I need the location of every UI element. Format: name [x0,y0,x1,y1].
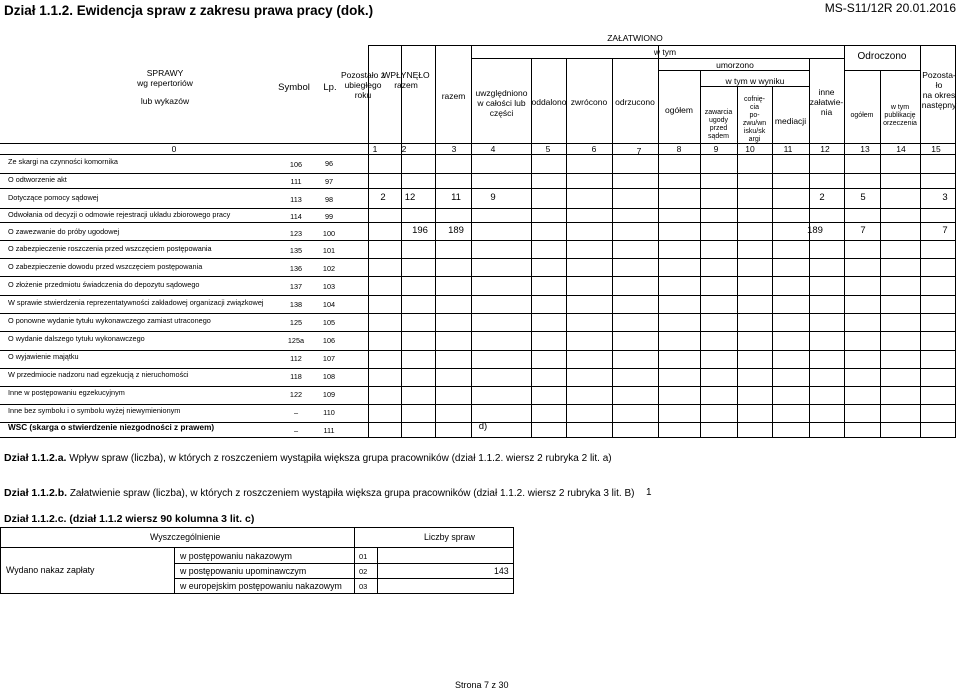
row-lp: 106 [322,336,336,345]
small-table-row-label: w postępowaniu upominawczym [180,566,307,576]
cell-value: 189 [448,225,464,236]
header-lp: Lp. [323,82,337,93]
col-num-2: 2 [401,144,407,154]
header-umorzono-ogolem: ogółem [665,105,693,115]
col-num-7: 7 [636,146,642,156]
row-label: Ze skargi na czynności komornika [8,157,118,166]
row-label: O złożenie przedmiotu świadczenia do depozytu sądowego [8,280,200,289]
row-label: O ponowne wydanie tytułu wykonawczego zamiast utraconego [8,316,211,325]
header-pozostalo-nastepny: Pozosta- ło na okres następny [921,70,957,110]
row-symbol: 112 [290,354,302,363]
cell-value: 5 [860,192,866,203]
row-symbol: 111 [290,177,302,186]
row-label: WSC (skarga o stwierdzenie niezgodności z prawem) [8,423,215,432]
col-num-11: 11 [783,144,793,154]
cell-value: 12 [404,192,416,203]
col-num-9: 9 [713,144,719,154]
col-num-3: 3 [451,144,457,154]
small-table-row-label: w europejskim postępowaniu nakazowym [180,581,342,591]
row-symbol: 125 [289,318,303,327]
header-odroczono: Odroczono [857,51,907,62]
header-uwzglednione: uwzględniono w całości lub części [475,88,528,118]
header-w-tym: w tym [653,47,677,57]
row-label: Inne bez symbolu i o symbolu wyżej niewymienionym [8,406,181,415]
row-label: O zawezwanie do próby ugodowej [8,227,120,236]
row-symbol: – [293,426,299,435]
row-label: O wyjawienie majątku [8,352,79,361]
cell-value: 2 [380,192,386,203]
row-label: O zabezpieczenie dowodu przed wszczęciem postępowania [8,262,203,271]
cell-value: d) [478,421,488,432]
cell-value: 9 [490,192,496,203]
row-lp: 102 [322,264,336,273]
header-odroczono-ogolem: ogółem [850,112,874,119]
row-label: Dotyczące pomocy sądowej [8,193,99,202]
row-label: O zabezpieczenie roszczenia przed wszczęciem postępowania [8,244,212,253]
row-label: W przedmiocie nadzoru nad egzekucją z nieruchomości [8,370,189,379]
row-lp: 107 [322,354,336,363]
section-a: Dział 1.1.2.a. Wpływ spraw (liczba), w których z roszczeniem wystąpiła większa grupa pracowników (dział 1.1.2. wiersz 2 rubryka 2 lit. a) [4,452,612,464]
header-odrzucono: odrzucono [615,97,655,107]
page-title: Dział 1.1.2. Ewidencja spraw z zakresu prawa pracy (dok.) [4,3,374,18]
small-table-row-value: 143 [494,566,509,576]
cell-value: 189 [807,225,823,236]
cell-value: 11 [451,192,461,203]
row-lp: 109 [322,390,336,399]
row-symbol: 138 [289,300,303,309]
row-lp: 99 [324,212,334,221]
section-b-value: 1 [646,487,652,498]
col-num-1: 1 [372,144,378,154]
col-num-0: 0 [171,144,177,154]
row-label: O odtworzenie akt [8,175,67,184]
cell-value: 196 [412,225,428,236]
col-num-13: 13 [860,144,870,154]
row-label: W sprawie stwierdzenia reprezentatywności zakładowej organizacji związkowej [8,298,264,307]
col-num-12: 12 [820,144,830,154]
page-footer: Strona 7 z 30 [455,680,509,690]
row-lp: 97 [324,177,334,186]
small-table-header-2: Liczby spraw [424,532,475,542]
cell-value: 3 [942,192,948,203]
header-w-tym-w-wyniku: w tym w wyniku [725,76,785,86]
col-num-14: 14 [896,144,906,154]
cell-value: 7 [860,225,866,236]
row-lp: 108 [322,372,336,381]
header-mediacji: mediacji [774,116,807,126]
header-sprawy: SPRAWY wg repertoriów lub wykazów [137,68,193,106]
header-zalatwiono: ZAŁATWIONO [607,33,663,43]
header-oddalono: oddalono [531,97,567,107]
section-c: Dział 1.1.2.c. (dział 1.1.2 wiersz 90 kolumna 3 lit. c) [4,513,255,525]
header-pozostalo: Pozostało z ubiegłego roku [341,70,385,100]
header-cofniecia: cofnię- cia po- zwu/wn isku/sk argi [742,96,767,143]
header-umorzono: umorzono [716,60,754,70]
row-lp: 110 [323,408,335,417]
cell-value: 2 [819,192,825,203]
row-symbol: 114 [290,212,302,221]
col-num-15: 15 [931,144,941,154]
row-lp: 103 [322,282,336,291]
col-num-4: 4 [490,144,496,154]
row-symbol: 106 [289,160,303,169]
row-lp: 96 [324,159,334,168]
row-symbol: 137 [289,282,303,291]
row-label: Inne w postępowaniu egzekucyjnym [8,388,125,397]
header-zawarcia-ugody: zawarcia ugody przed sądem [704,109,733,140]
row-lp: 98 [324,195,334,204]
header-razem: razem [441,91,466,101]
col-num-10: 10 [745,144,755,154]
header-wplynelo: WPŁYNĘŁO razem [382,70,430,90]
row-symbol: 135 [289,246,303,255]
header-symbol: Symbol [278,82,310,93]
col-num-8: 8 [676,144,682,154]
row-symbol: 122 [289,390,303,399]
section-b: Dział 1.1.2.b. Załatwienie spraw (liczba), w których z roszczeniem wystąpiła większa grupa pracowników (dział 1.1.2. wiersz 2 rubryka 3 lit. B) [4,487,635,499]
row-lp: 101 [322,246,336,255]
col-num-6: 6 [591,144,597,154]
row-lp: 111 [323,426,335,435]
row-symbol: 136 [289,264,303,273]
row-symbol: 118 [290,372,302,381]
row-lp: 100 [322,229,336,238]
header-zwrocono: zwrócono [570,97,608,107]
row-symbol: 125a [287,336,305,345]
cell-value: 7 [942,225,948,236]
small-table-group: Wydano nakaz zapłaty [6,565,95,575]
row-lp: 104 [322,300,336,309]
col-num-5: 5 [545,144,551,154]
small-table-row-lp: 02 [359,567,368,576]
header-inne: inne załatwie- nia [809,87,844,117]
row-symbol: 123 [289,229,303,238]
small-table-row-label: w postępowaniu nakazowym [180,551,292,561]
header-publikacja: w tym publikację orzeczenia [883,104,917,127]
form-code: MS-S11/12R 20.01.2016 [824,1,956,15]
row-label: Odwołania od decyzji o odmowie rejestracji układu zbiorowego pracy [8,210,231,219]
row-lp: 105 [322,318,336,327]
row-symbol: – [293,408,299,417]
small-table-header-1: Wyszczególnienie [150,532,221,542]
small-table-row-lp: 01 [359,552,368,561]
small-table-row-lp: 03 [359,582,368,591]
row-label: O wydanie dalszego tytułu wykonawczego [8,334,145,343]
row-symbol: 113 [290,195,302,204]
